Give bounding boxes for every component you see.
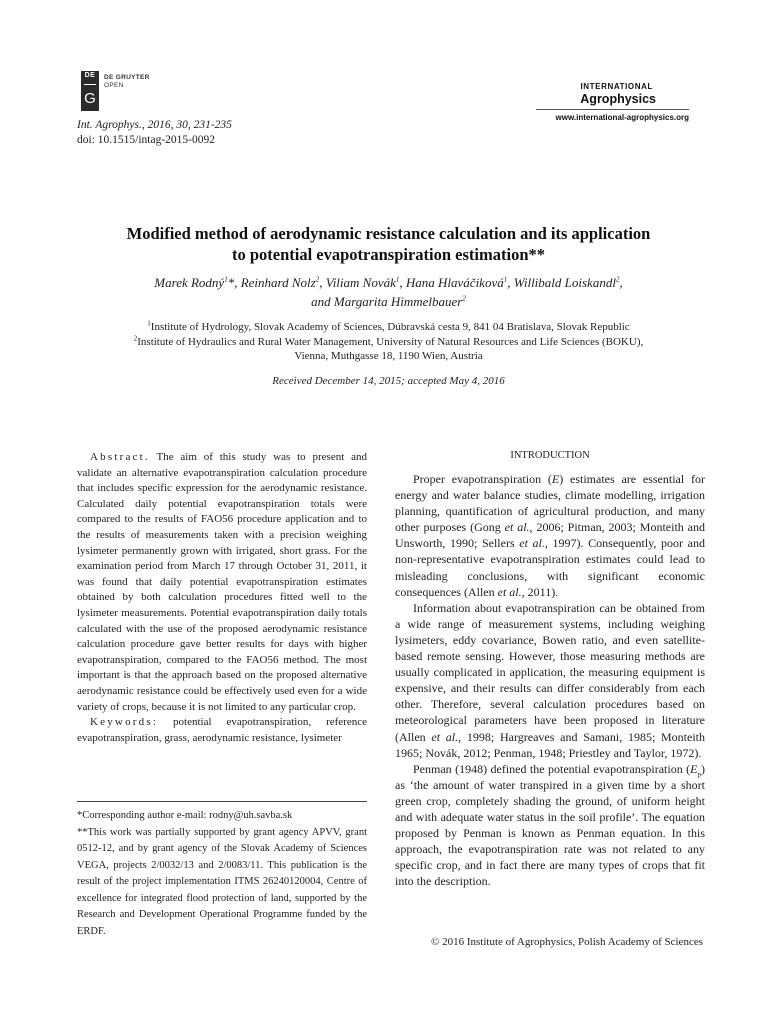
publisher-logo-de: DE: [84, 72, 96, 79]
publisher-sub: OPEN: [104, 82, 124, 89]
text-run: Penman (1948) defined the potential evapotranspiration (: [413, 761, 691, 776]
text-run: , 1997). Consequently, poor and non-representative evapotranspiration estimates could lead to misleading conclusions, with significant economic consequences (Allen: [395, 536, 705, 599]
affiliation-1: Institute of Hydrology, Slovak Academy of Sciences, Dúbravská cesta 9, 841 04 Bratislava, Slovak Republic: [150, 321, 630, 333]
text-run-italic: et al.: [431, 729, 459, 744]
keywords-label: Keywords:: [90, 716, 159, 729]
journal-name: Agrophysics: [580, 92, 656, 106]
title-line-1: Modified method of aerodynamic resistance calculation and its application: [126, 224, 651, 243]
intro-paragraph-1: [395, 471, 705, 600]
author-affil-sup: 1: [395, 275, 400, 284]
text-run: , 2011).: [521, 584, 559, 599]
journal-top-label: INTERNATIONAL: [580, 82, 653, 91]
paper-title: [60, 223, 717, 265]
author-name: Hana Hlaváčiková: [405, 275, 504, 290]
text-run-italic: et al.: [519, 536, 545, 551]
affiliation-2: Institute of Hydraulics and Rural Water Management, University of Natural Resources and Life Sciences (BOKU),: [137, 335, 644, 348]
footnote-rule: [77, 801, 367, 802]
author-separator: ,: [319, 275, 326, 290]
text-run: ) as ‘the amount of water transpired in a given time by a short green crop, completely shading the ground, of uniform height and with adequate water status in the soil profile’. The equation proposed by Penman is known as Penman equation. In this approach, the evapotranspiration rate was not related to any specific crop, and in fact there are many types of crops that fit into the description.: [395, 761, 705, 889]
doi: doi: 10.1515/intag-2015-0092: [77, 134, 215, 146]
text-run-italic: et al.: [497, 584, 522, 599]
intro-paragraph-2: [395, 600, 705, 761]
footnotes: [77, 808, 367, 940]
received-dates: Received December 14, 2015; accepted May 4, 2016: [272, 375, 505, 387]
introduction-body: [395, 471, 705, 889]
author-affil-sup: 2: [462, 294, 466, 303]
abstract-text: The aim of this study was to present and validate an alternative evapotranspiration calculation procedure that includes specific expression for the aerodynamic resistance. Calculated daily potential evapotranspiration totals were compared to the results of FAO56 procedure application and to the results of measurements taken with a precision weighing lysimeter permanently grown with irrigated, short grass. For the examination period from March 17 through October 31, 2011, it was found that daily potential evapotranspiration estimates obtained by both calculation procedures fitted well to the lysimeter measurements. Potential evapotranspiration daily totals calculated with the use of the proposed aerodynamic resistance calculation procedure gave better results for days with higher evapotranspiration, compared to the FAO56 method. The most important is that the approach based on the proposed alternative aerodynamic resistance could be effectively used even for a wide variety of crops, because it is not limited to any particular crop.: [77, 451, 367, 713]
affil-sup: 2: [133, 333, 138, 342]
intro-paragraph-3: [395, 761, 705, 890]
affil-sup: 1: [147, 319, 151, 328]
publisher-logo-g: G: [84, 90, 96, 107]
title-line-2: to potential evapotranspiration estimation**: [231, 245, 546, 264]
corresponding-mark: *,: [227, 275, 241, 290]
keywords-text: potential evapotranspiration, reference evapotranspiration, grass, aerodynamic resistance, lysimeter: [77, 716, 367, 744]
author-separator: ,: [619, 275, 623, 290]
author-name: Reinhard Nolz: [240, 275, 316, 290]
text-run: Proper evapotranspiration (: [413, 472, 552, 486]
affiliations: [60, 320, 717, 364]
author-affil-sup: 2: [615, 275, 620, 284]
text-run-subscript: p: [697, 770, 701, 779]
keywords-paragraph: [77, 715, 367, 746]
copyright-notice: © 2016 Institute of Agrophysics, Polish Academy of Sciences: [430, 936, 703, 948]
abstract-paragraph: [77, 450, 367, 715]
author-separator: ,: [507, 275, 514, 290]
citation: Int. Agrophys., 2016, 30, 231-235: [77, 119, 232, 131]
affiliation-2-cont: Vienna, Muthgasse 18, 1190 Wien, Austria: [294, 350, 483, 362]
author-name: Marek Rodný: [154, 275, 225, 290]
abstract-block: [77, 450, 367, 746]
author-list: [60, 273, 717, 311]
author-name: Viliam Novák: [325, 275, 396, 290]
journal-url[interactable]: www.international-agrophysics.org: [555, 113, 689, 122]
text-run-italic: et al.: [504, 520, 530, 535]
author-affil-sup: 1: [503, 275, 508, 284]
text-run: , 1998; Hargreaves and Samani, 1985; Monteith 1965; Novák, 2012; Penman, 1948; Priestley and Taylor, 1972).: [395, 729, 706, 760]
author-separator: ,: [399, 275, 406, 290]
text-run: , 2006; Pitman, 2003; Monteith and Unsworth, 1990; Sellers: [395, 520, 705, 551]
text-run-italic: E: [690, 761, 698, 776]
abstract-label: Abstract.: [90, 451, 150, 463]
publisher-logo-divider: [84, 84, 96, 85]
author-affil-sup: 2: [315, 275, 320, 284]
author-name: Willibald Loiskandl: [513, 275, 616, 290]
footnote-funding: **This work was partially supported by grant agency APVV, grant 0512-12, and by grant agency of the Slovak Academy of Sciences VEGA, projects 2/0032/13 and 2/0083/11. This publication is the result of the project implementation ITMS 26240120004, Centre of excellence for integrated flood protection of land, supported by the Research and Development Operational Programme funded by the ERDF.: [77, 826, 367, 937]
publisher-name: DE GRUYTER: [104, 74, 150, 81]
journal-rule: [536, 109, 689, 110]
author-name: and Margarita Himmelbauer: [311, 294, 463, 309]
section-heading-introduction: INTRODUCTION: [510, 450, 590, 461]
author-affil-sup: 1: [224, 275, 228, 284]
text-run: ) estimates are essential for energy and water balance studies, climate modelling, irrigation planning, quantification of agricultural production, and many other purposes (Gong: [395, 472, 705, 535]
text-run-italic: E: [551, 472, 560, 486]
text-run: Information about evapotranspiration can be obtained from a wide range of measurement systems, including weighing lysimeters, eddy covariance, Bowen ratio, and even satellite-based remote sensing. However, those measuring methods are usually complicated in application, the measuring equipment is expensive, and their results can differ considerably from each other. Therefore, several calculation procedures based on meteorological parameters have been proposed in literature (Allen: [395, 600, 705, 744]
footnote-corresponding: *Corresponding author e-mail: rodny@uh.savba.sk: [77, 810, 293, 821]
